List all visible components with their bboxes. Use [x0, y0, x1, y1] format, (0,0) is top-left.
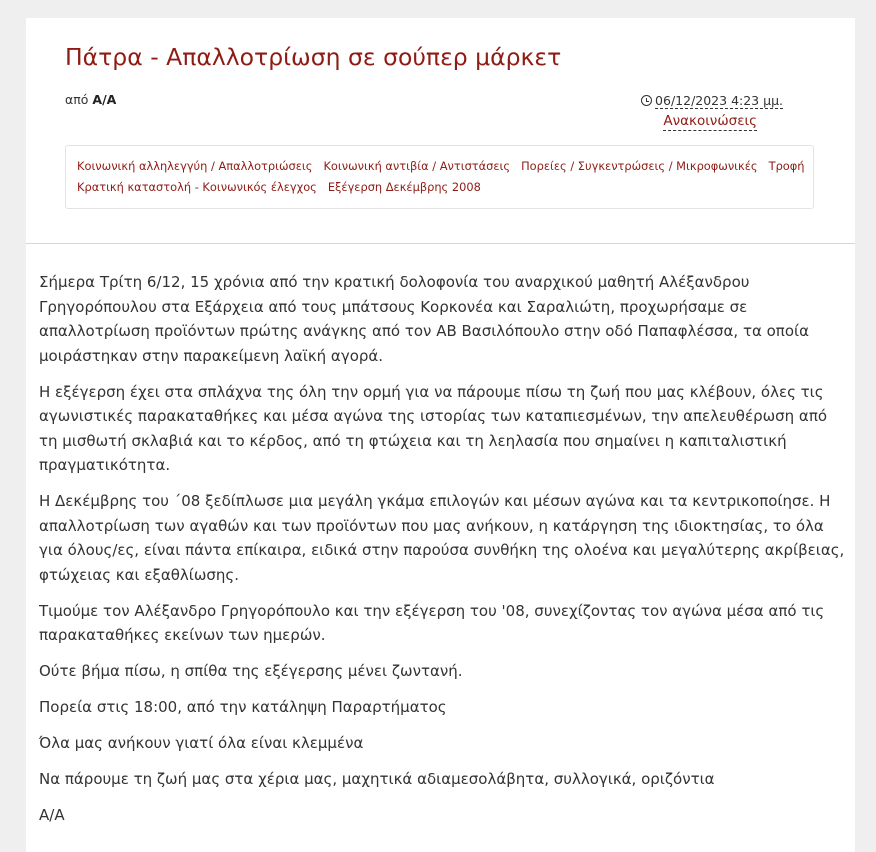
- tag-link[interactable]: Πορείες / Συγκεντρώσεις / Μικροφωνικές: [521, 159, 758, 173]
- byline-prefix: από: [65, 92, 89, 107]
- article-paragraph: Τιμούμε τον Αλέξανδρο Γρηγορόπουλο και την εξέγερση του '08, συνεχίζοντας τον αγώνα μέσα από τις παρακαταθήκες εκείνων των ημερών.: [39, 601, 825, 644]
- tag-list: [65, 145, 814, 209]
- tag-row-2: [77, 177, 802, 198]
- author-name[interactable]: A/A: [92, 92, 117, 107]
- article-signature: A/A: [39, 806, 65, 824]
- article-paragraph: Η εξέγερση έχει στα σπλάχνα της όλη την ορμή για να πάρουμε πίσω τη ζωή που μας κλέβουν, όλες τις αγωνιστικές παρακαταθήκες και μέσα αγώνα της ιστορίας των καταπιεσμένων, την απελευθέρωση από τη μισθωτή σκλαβιά και το κέρδος, από τη φτώχεια και τη λεηλασία που σημαίνει η καπιταλιστική πραγματικότητα.: [39, 382, 828, 474]
- category-link[interactable]: Ανακοινώσεις: [663, 113, 757, 129]
- publish-date: 06/12/2023 4:23 μμ.: [655, 93, 783, 108]
- article-paragraph: Να πάρουμε τη ζωή μας στα χέρια μας, μαχητικά αδιαμεσολάβητα, συλλογικά, οριζόντια: [39, 770, 715, 788]
- tag-link[interactable]: Τροφή: [768, 159, 805, 173]
- byline: [65, 92, 116, 107]
- tag-link[interactable]: Εξέγερση Δεκέμβρης 2008: [327, 180, 481, 194]
- article-paragraph: Η Δεκέμβρης του ΄08 ξεδίπλωσε μια μεγάλη γκάμα επιλογών και μέσων αγώνα και τα κεντρικοποίησε. Η απαλλοτρίωση των αγαθών και των προϊόντων που μας ανήκουν, η κατάργηση της ιδιοκτησίας, το όλα για όλους/ες, είναι πάντα επίκαιρα, ειδικά στην παρούσα συνθήκη της ολοένα και μεγαλύτερης ακρίβειας, φτώχειας και εξαθλίωσης.: [39, 492, 845, 584]
- article-title: Πάτρα - Απαλλοτρίωση σε σούπερ μάρκετ: [65, 43, 562, 71]
- tag-link[interactable]: Κοινωνική αντιβία / Αντιστάσεις: [323, 159, 511, 173]
- article-paragraph: Πορεία στις 18:00, από την κατάληψη Παραρτήματος: [39, 698, 447, 716]
- article-paragraph: Όλα μας ανήκουν γιατί όλα είναι κλεμμένα: [39, 734, 364, 752]
- tag-link[interactable]: Κρατική καταστολή - Κοινωνικός έλεγχος: [77, 180, 317, 194]
- article-meta: [641, 91, 783, 131]
- article-card: [26, 18, 855, 852]
- tag-link[interactable]: Κοινωνική αλληλεγγύη / Απαλλοτριώσεις: [77, 159, 313, 173]
- article-paragraph: Σήμερα Τρίτη 6/12, 15 χρόνια από την κρατική δολοφονία του αναρχικού μαθητή Αλέξανδρου Γρηγορόπουλου στα Εξάρχεια από τους μπάτσους Κορκονέα και Σαραλιώτη, προχωρήσαμε σε απαλλοτρίωση προϊόντων πρώτης ανάγκης από τον ΑΒ Βασιλόπουλο στην οδό Παπαφλέσσα, τα οποία μοιράστηκαν στην παρακείμενη λαϊκή αγορά.: [39, 273, 809, 365]
- article-body: [39, 270, 845, 839]
- clock-icon: [641, 95, 652, 106]
- article-paragraph: Ούτε βήμα πίσω, η σπίθα της εξέγερσης μένει ζωντανή.: [39, 662, 463, 680]
- tag-row-1: [77, 156, 805, 177]
- article-header: [26, 18, 855, 244]
